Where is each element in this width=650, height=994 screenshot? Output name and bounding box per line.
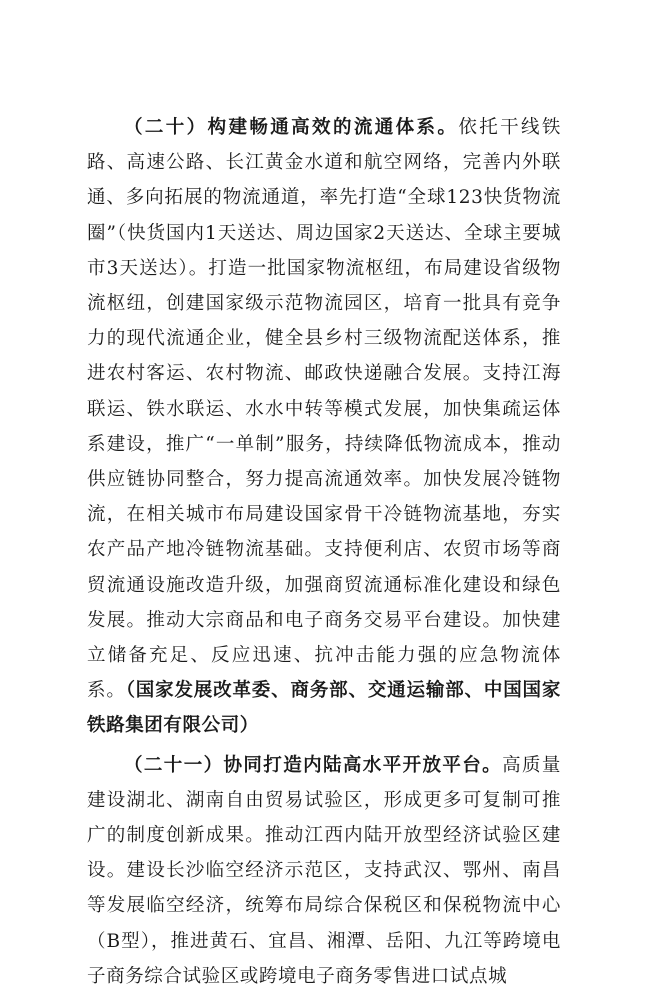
paragraph-heading: （二十一）协同打造内陆高水平开放平台。 (124, 754, 503, 776)
paragraph-21 (87, 748, 561, 994)
paragraph-body: 依托干线铁路、高速公路、长江黄金水道和航空网络，完善内外联通、多向拓展的物流通道，率先打造“全球123快货物流圈”（快货国内1天送达、周边国家2天送达、全球主要城市3天送达）。打造一批国家物流枢纽，布局建设省级物流枢纽，创建国家级示范物流园区，培育一批具有竞争力的现代流通企业，健全县乡村三级物流配送体系，推进农村客运、农村物流、邮政快递融合发展。支持江海联运、铁水联运、水水中转等模式发展，加快集疏运体系建设，推广“一单制”服务，持续降低物流成本，推动供应链协同整合，努力提高流通效率。加快发展冷链物流，在相关城市布局建设国家骨干冷链物流基地，夯实农产品产地冷链物流基础。支持便利店、农贸市场等商贸流通设施改造升级，加强商贸流通标准化建设和绿色发展。推动大宗商品和电子商务交易平台建设。加快建立储备充足、反应迅速、抗冲击能力强的应急物流体系。 (87, 117, 561, 702)
document-body (87, 110, 561, 994)
paragraph-body: 高质量建设湖北、湖南自由贸易试验区，形成更多可复制可推广的制度创新成果。推动江西内陆开放型经济试验区建设。建设长沙临空经济示范区，支持武汉、鄂州、南昌等发展临空经济，统筹布局综合保税区和保税物流中心（B型），推进黄石、宜昌、湘潭、岳阳、九江等跨境电子商务综合试验区或跨境电子商务零售进口试点城 (87, 754, 561, 987)
paragraph-heading: （二十）构建畅通高效的流通体系。 (124, 117, 459, 138)
responsible-agencies: （国家发展改革委、商务部、交通运输部、中国国家铁路集团有限公司） (87, 680, 561, 737)
paragraph-20 (87, 110, 561, 744)
